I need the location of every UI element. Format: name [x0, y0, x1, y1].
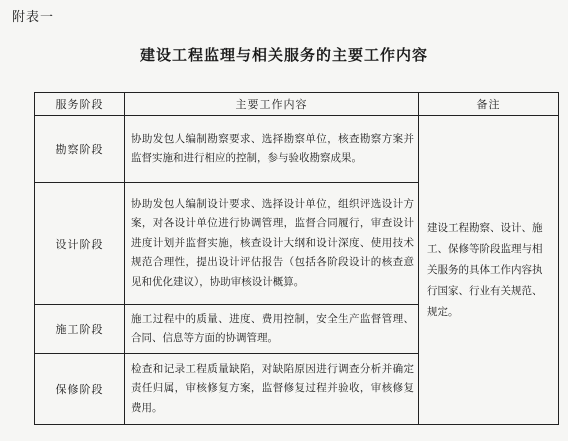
- header-main-work-content: 主要工作内容: [125, 93, 419, 116]
- stage-cell: 设计阶段: [35, 183, 125, 305]
- header-service-stage: 服务阶段: [35, 93, 125, 116]
- stage-cell: 施工阶段: [35, 305, 125, 354]
- work-content-table: [34, 92, 559, 425]
- remarks-cell: 建设工程勘察、设计、施工、保修等阶段监理与相关服务的具体工作内容执行国家、行业有关规范、规定。: [419, 116, 559, 425]
- appendix-label: 附表一: [12, 10, 55, 25]
- content-cell: 施工过程中的质量、进度、费用控制，安全生产监督管理、合同、信息等方面的协调管理。: [125, 305, 419, 354]
- header-remarks: 备注: [419, 93, 559, 116]
- stage-cell: 勘察阶段: [35, 116, 125, 183]
- content-cell: 检查和记录工程质量缺陷，对缺陷原因进行调查分析并确定责任归属，审核修复方案，监督修复过程并验收，审核修复费用。: [125, 354, 419, 425]
- stage-cell: 保修阶段: [35, 354, 125, 425]
- table-row-survey: [35, 116, 559, 183]
- document-title: 建设工程监理与相关服务的主要工作内容: [139, 46, 428, 64]
- content-cell: 协助发包人编制设计要求、选择设计单位，组织评选设计方案，对各设计单位进行协调管理，监督合同履行，审查设计进度计划并监督实施，核查设计大纲和设计深度、使用技术规范合理性，提出设计评估报告（包括各阶段设计的核查意见和优化建议），协助审核设计概算。: [125, 183, 419, 305]
- content-cell: 协助发包人编制勘察要求、选择勘察单位，核查勘察方案并监督实施和进行相应的控制，参与验收勘察成果。: [125, 116, 419, 183]
- table-header-row: [35, 93, 559, 116]
